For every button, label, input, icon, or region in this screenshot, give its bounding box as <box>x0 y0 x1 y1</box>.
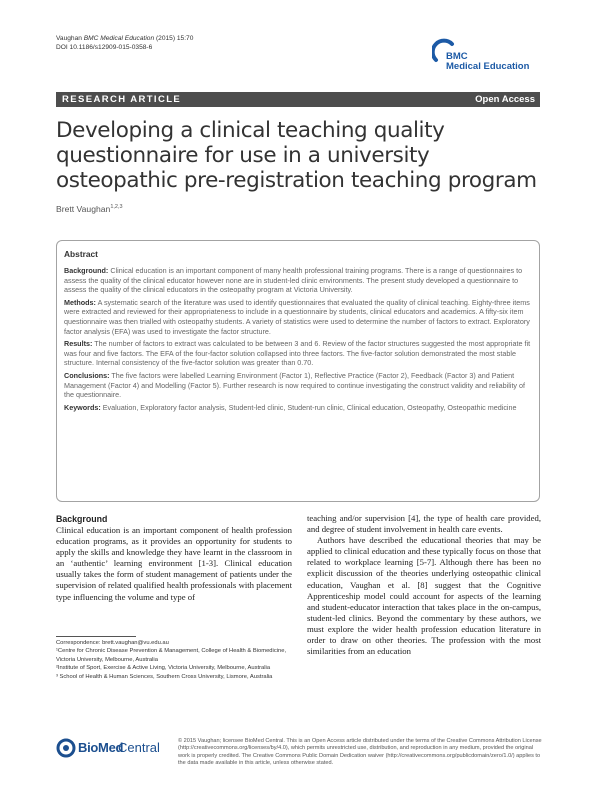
abstract-heading: Abstract <box>64 249 98 259</box>
doi[interactable]: DOI 10.1186/s12909-015-0358-6 <box>56 44 153 51</box>
author-affiliations: 1,2,3 <box>110 204 123 211</box>
author-line <box>56 204 123 214</box>
abstract-methods-label: Methods: <box>64 297 96 307</box>
journal-logo-line2: Medical Education <box>446 61 530 72</box>
affiliation-2: ²Institute of Sport, Exercise & Active Living, Victoria University, Melbourne, Australia <box>56 665 271 672</box>
abstract-conclusions <box>64 371 532 400</box>
citation-header <box>56 34 193 52</box>
citation-volume: (2015) 15:70 <box>155 35 194 42</box>
affiliation-1: ¹Centre for Chronic Disease Prevention & Management, College of Health & Biomedicine, Victoria University, Melbourne, Australia <box>56 648 287 663</box>
article-banner <box>56 92 540 107</box>
publisher-logo-icon <box>56 738 76 758</box>
abstract-results <box>64 339 532 368</box>
open-access-label: Open Access <box>475 94 535 105</box>
citation-author: Vaughan <box>56 35 82 42</box>
abstract-background-label: Background: <box>64 266 109 275</box>
author-name: Brett Vaughan <box>56 204 111 214</box>
body-column-right <box>307 513 541 657</box>
footnote-divider <box>56 636 136 637</box>
abstract-keywords <box>64 403 532 413</box>
footnotes <box>56 639 292 681</box>
body-paragraph: teaching and/or supervision [4], the type of health care provided, and degree of student involvement in health care events. <box>307 513 541 535</box>
abstract-box <box>56 240 540 502</box>
journal-logo <box>432 38 542 78</box>
article-type: RESEARCH ARTICLE <box>62 94 182 105</box>
affiliation-3: ³ School of Health & Human Sciences, Southern Cross University, Lismore, Australia <box>56 673 273 680</box>
abstract-background-text: Clinical education is an important component of many health professional training programs. There is a range of questionnaires to assess the quality of the clinical educator however none are in student-led clinic environments. The present study developed a questionnaire to assess the quality of the clinical educators in the osteopathy program at Victoria University. <box>64 266 523 295</box>
section-heading-background: Background <box>56 514 108 524</box>
body-column-left <box>56 514 292 603</box>
correspondence-note[interactable]: Correspondence: brett.vaughan@vu.edu.au <box>56 640 169 646</box>
body-paragraph: Clinical education is an important component of health profession education programs, as it provides an opportunity for students to apply the skills and knowledge they have learnt in the classroom in an ‘authentic’ learning environment [1-3]. Clinical education usually takes the form of student management of patients under the supervision of related qualified health professionals with placement type influencing the volume and type of <box>56 525 292 602</box>
abstract-results-text: The number of factors to extract was calculated to be between 3 and 6. Review of the factor structures suggested the most appropriate fit was four and five factors. The EFA of the four-factor solution collapsed into three factors. The five-factor solution demonstrated the most stable structure. Internal consistency of the five-factor solution was greater than 0.70. <box>64 339 531 368</box>
abstract-conclusions-label: Conclusions: <box>64 370 110 380</box>
citation-journal: BMC Medical Education <box>83 35 155 42</box>
publisher-logo-regular: Central <box>118 740 160 755</box>
abstract-conclusions-text: The five factors were labelled Learning Environment (Factor 1), Reflective Practice (Factor 2), Feedback (Factor 3) and Patient Management (Factor 4) and Modelling (Factor 5). Further research is now required to continue investigating the construct validity and reliability of the questionnaire. <box>64 370 526 400</box>
article-title: Developing a clinical teaching quality questionnaire for use in a university osteopathic pre-registration teaching program <box>56 118 537 193</box>
abstract-background <box>64 266 532 295</box>
license-text: © 2015 Vaughan; licensee BioMed Central. This is an Open Access article distributed under the terms of the Creative Commons Attribution License (http://creativecommons.org/licenses/by/4.0), which permits unrestricted use, distribution, and reproduction in any medium, provided the original work is properly credited. The Creative Commons Public Domain Dedication waiver (http://creativecommons.org/publicdomain/zero/1.0/) applies to the data made available in this article, unless otherwise stated. <box>178 738 542 767</box>
body-paragraph: Authors have described the educational theories that may be applied to clinical education and these typically focus on those that related to workplace learning [5-7]. Although there has been no explicit discussion of the theories underlying osteopathic clinical education, Vaughan et al. [8] suggest that the Cognitive Apprenticeship model could account for aspects of the learning and student-educator interaction that takes place in the on-campus, student-led clinics. Beyond the commentary by these authors, we must explore the wider health profession education literature in order to draw on other theories. The profession with the most similarities from an education <box>307 535 541 657</box>
abstract-keywords-text: Evaluation, Exploratory factor analysis, Student-led clinic, Student-run clinic, Clinical education, Osteopathy, Osteopathic medicine <box>102 402 517 412</box>
abstract-methods <box>64 298 532 336</box>
publisher-logo <box>56 738 176 758</box>
publisher-logo-bold: BioMed <box>78 740 124 755</box>
journal-logo-line1: BMC <box>446 51 468 62</box>
abstract-results-label: Results: <box>64 339 93 349</box>
abstract-keywords-label: Keywords: <box>64 402 101 412</box>
abstract-methods-text: A systematic search of the literature was used to identify questionnaires that evaluated the quality of clinical teaching. Eighty-three items were extracted and reviewed for their appropriateness to include in a questionnaire by students, clinical educators and academics. A fifty-six item questionnaire was then trialled with osteopathy students. A variety of statistics were used to determine the number of factors to extract. Exploratory factor analysis (EFA) was used to investigate the factor structure. <box>64 297 530 336</box>
